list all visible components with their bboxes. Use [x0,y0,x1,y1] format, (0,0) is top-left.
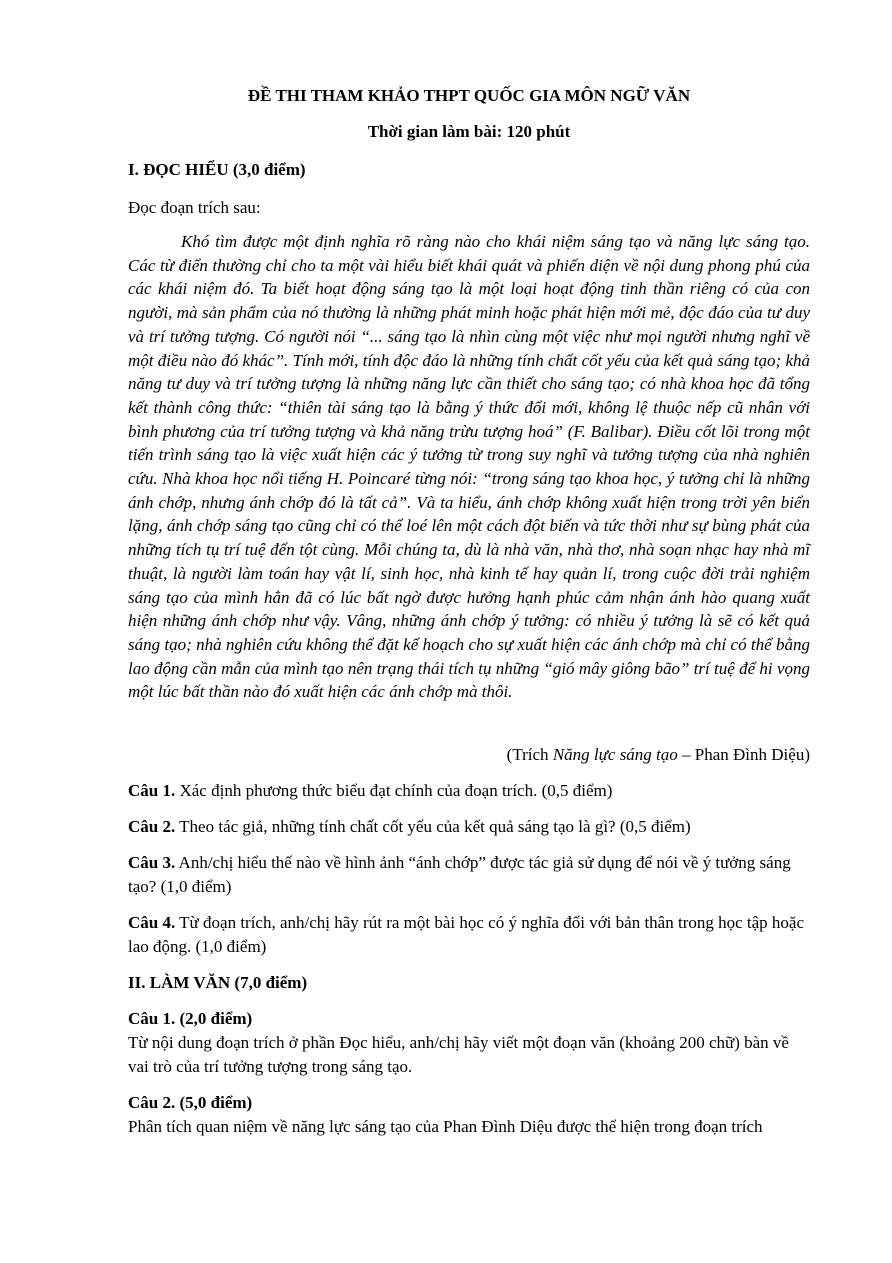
question-1 [128,779,810,803]
writing-task-1 [128,1007,810,1079]
task-text: Phân tích quan niệm về năng lực sáng tạo của Phan Đình Diệu được thể hiện trong đoạn trích [128,1117,763,1136]
reading-passage: Khó tìm được một định nghĩa rõ ràng nào cho khái niệm sáng tạo và năng lực sáng tạo. Các từ điển thường chỉ cho ta một vài hiểu biết khái quát và phiến diện về nội dung phong phú của các khái niệm đó. Ta biết hoạt động sáng tạo là một loại hoạt động tinh thần riêng có của con người, mà sản phẩm của nó thường là những phát minh hoặc phát hiện mới mẻ, độc đáo của tư duy và trí tưởng tượng. Có người nói “... sáng tạo là nhìn cùng một việc như mọi người nhưng nghĩ về một điều nào đó khác”. Tính mới, tính độc đáo là những tính chất cốt yếu của kết quả sáng tạo; khả năng tư duy và trí tưởng tượng là những năng lực cần thiết cho sáng tạo; có nhà khoa học đã tổng kết thành công thức: “thiên tài sáng tạo là bằng ý thức đổi mới, không lệ thuộc nếp cũ nhân với bình phương của trí tưởng tượng và khả năng trừu tượng hoá” (F. Balibar). Điều cốt lõi trong một tiến trình sáng tạo là việc xuất hiện các ý tưởng từ trong suy nghĩ và tưởng tượng của nhà nghiên cứu. Nhà khoa học nổi tiếng H. Poincaré từng nói: “trong sáng tạo khoa học, ý tưởng chỉ là những ánh chớp, nhưng ánh chớp đó là tất cả”. Và ta hiểu, ánh chớp không xuất hiện trong trời yên biển lặng, ánh chớp sáng tạo cũng chỉ có thể loé lên một cách đột biến và tức thời như sự bùng phát của những tích tụ trí tuệ đến tột cùng. Mỗi chúng ta, dù là nhà văn, nhà thơ, nhà soạn nhạc hay nhà mĩ thuật, là người làm toán hay vật lí, sinh học, nhà kinh tế hay quản lí, trong cuộc đời trải nghiệm sáng tạo của mình hẳn đã có lúc bất ngờ được hưởng hạnh phúc cảm nhận ánh hào quang xuất hiện những ánh chớp như vậy. Vâng, những ánh chớp ý tưởng: có nhiều ý tưởng là sẽ có kết quả sáng tạo; nhà nghiên cứu không thể đặt kế hoạch cho sự xuất hiện các ánh chớp mà chỉ có thể bằng lao động cần mẫn của mình tạo nên trạng thái tích tụ những “gió mây giông bão” trí tuệ để hi vọng một lúc bất thần nào đó xuất hiện các ánh chớp mà thôi. [128,232,810,702]
exam-time-limit: Thời gian làm bài: 120 phút [367,122,571,141]
question-text: Theo tác giả, những tính chất cốt yếu của kết quả sáng tạo là gì? (0,5 điểm) [175,817,691,836]
question-label: Câu 3. [128,853,176,872]
source-prefix: (Trích [506,745,553,764]
section-writing-heading: II. LÀM VĂN (7,0 điểm) [128,973,308,992]
source-title: Năng lực sáng tạo [552,745,678,764]
question-label: Câu 2. [128,817,176,836]
question-4 [128,911,810,959]
task-text: Từ nội dung đoạn trích ở phần Đọc hiểu, anh/chị hãy viết một đoạn văn (khoảng 200 chữ) bàn về vai trò của trí tưởng tượng trong sáng tạo. [128,1033,789,1076]
task-label: Câu 1. (2,0 điểm) [128,1009,253,1028]
exam-title: ĐỀ THI THAM KHẢO THPT QUỐC GIA MÔN NGỮ VĂN [247,86,691,105]
passage-source [507,743,810,767]
question-text: Anh/chị hiểu thế nào về hình ảnh “ánh chớp” được tác giả sử dụng để nói về ý tưởng sáng tạo? (1,0 điểm) [128,853,791,896]
reading-intro: Đọc đoạn trích sau: [128,198,261,217]
question-text: Từ đoạn trích, anh/chị hãy rút ra một bài học có ý nghĩa đối với bản thân trong học tập hoặc lao động. (1,0 điểm) [128,913,805,956]
question-3 [128,851,810,899]
question-text: Xác định phương thức biểu đạt chính của đoạn trích. (0,5 điểm) [175,781,613,800]
task-label: Câu 2. (5,0 điểm) [128,1093,253,1112]
question-label: Câu 1. [128,781,176,800]
question-label: Câu 4. [128,913,176,932]
section-reading-heading: I. ĐỌC HIỂU (3,0 điểm) [128,160,306,179]
source-suffix: – Phan Đình Diệu) [677,745,810,764]
writing-task-2 [128,1091,810,1139]
question-2 [128,815,810,839]
